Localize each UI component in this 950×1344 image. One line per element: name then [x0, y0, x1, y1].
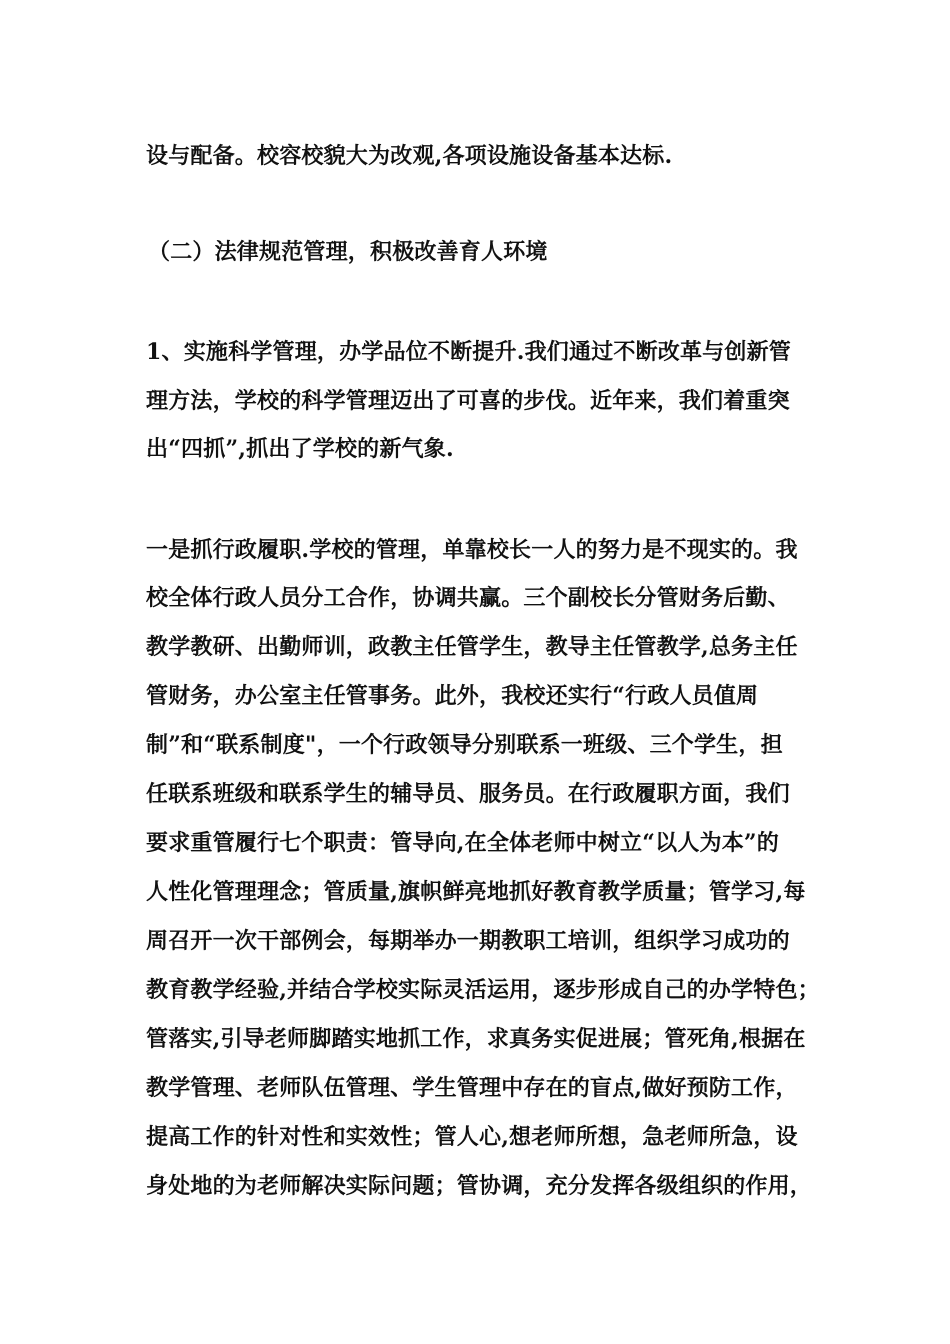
paragraph-line: 管落实,引导老师脚踏实地抓工作，求真务实促进展；管死角,根据在: [146, 1026, 806, 1052]
intro-line: 设与配备。校容校貌大为改观,各项设施设备基本达标.: [146, 143, 673, 169]
paragraph-line: 身处地的为老师解决实际问题；管协调，充分发挥各级组织的作用，: [146, 1173, 813, 1199]
paragraph-line: 周召开一次干部例会，每期举办一期教职工培训，组织学习成功的: [146, 928, 790, 954]
paragraph-line: 管财务，办公室主任管事务。此外，我校还实行“行政人员值周: [146, 683, 759, 709]
paragraph-line: 任联系班级和联系学生的辅导员、服务员。在行政履职方面，我们: [146, 781, 790, 807]
paragraph-line: 人性化管理理念；管质量,旗帜鲜亮地抓好教育教学质量；管学习,每: [146, 879, 806, 905]
section-heading: （二）法律规范管理，积极改善育人环境: [148, 239, 548, 265]
paragraph-line: 制”和“联系制度"，一个行政领导分别联系一班级、三个学生，担: [146, 732, 783, 758]
paragraph-line: 提高工作的针对性和实效性；管人心,想老师所想，急老师所急，设: [146, 1124, 798, 1150]
paragraph-line: 一是抓行政履职.学校的管理，单靠校长一人的努力是不现实的。我: [146, 537, 798, 563]
paragraph-line: 教学教研、出勤师训，政教主任管学生，教导主任管教学,总务主任: [146, 634, 798, 660]
paragraph-line: 1、实施科学管理，办学品位不断提升.我们通过不断改革与创新管: [146, 339, 791, 365]
paragraph-line: 要求重管履行七个职责：管导向,在全体老师中树立“以人为本”的: [146, 830, 779, 856]
paragraph-line: 教学管理、老师队伍管理、学生管理中存在的盲点,做好预防工作，: [146, 1075, 798, 1101]
paragraph-line: 出“四抓”,抓出了学校的新气象.: [146, 436, 454, 462]
paragraph-line: 理方法，学校的科学管理迈出了可喜的步伐。近年来，我们着重突: [146, 388, 790, 414]
paragraph-line: 教育教学经验,并结合学校实际灵活运用，逐步形成自己的办学特色；: [146, 977, 820, 1003]
paragraph-line: 校全体行政人员分工合作，协调共赢。三个副校长分管财务后勤、: [146, 585, 790, 611]
